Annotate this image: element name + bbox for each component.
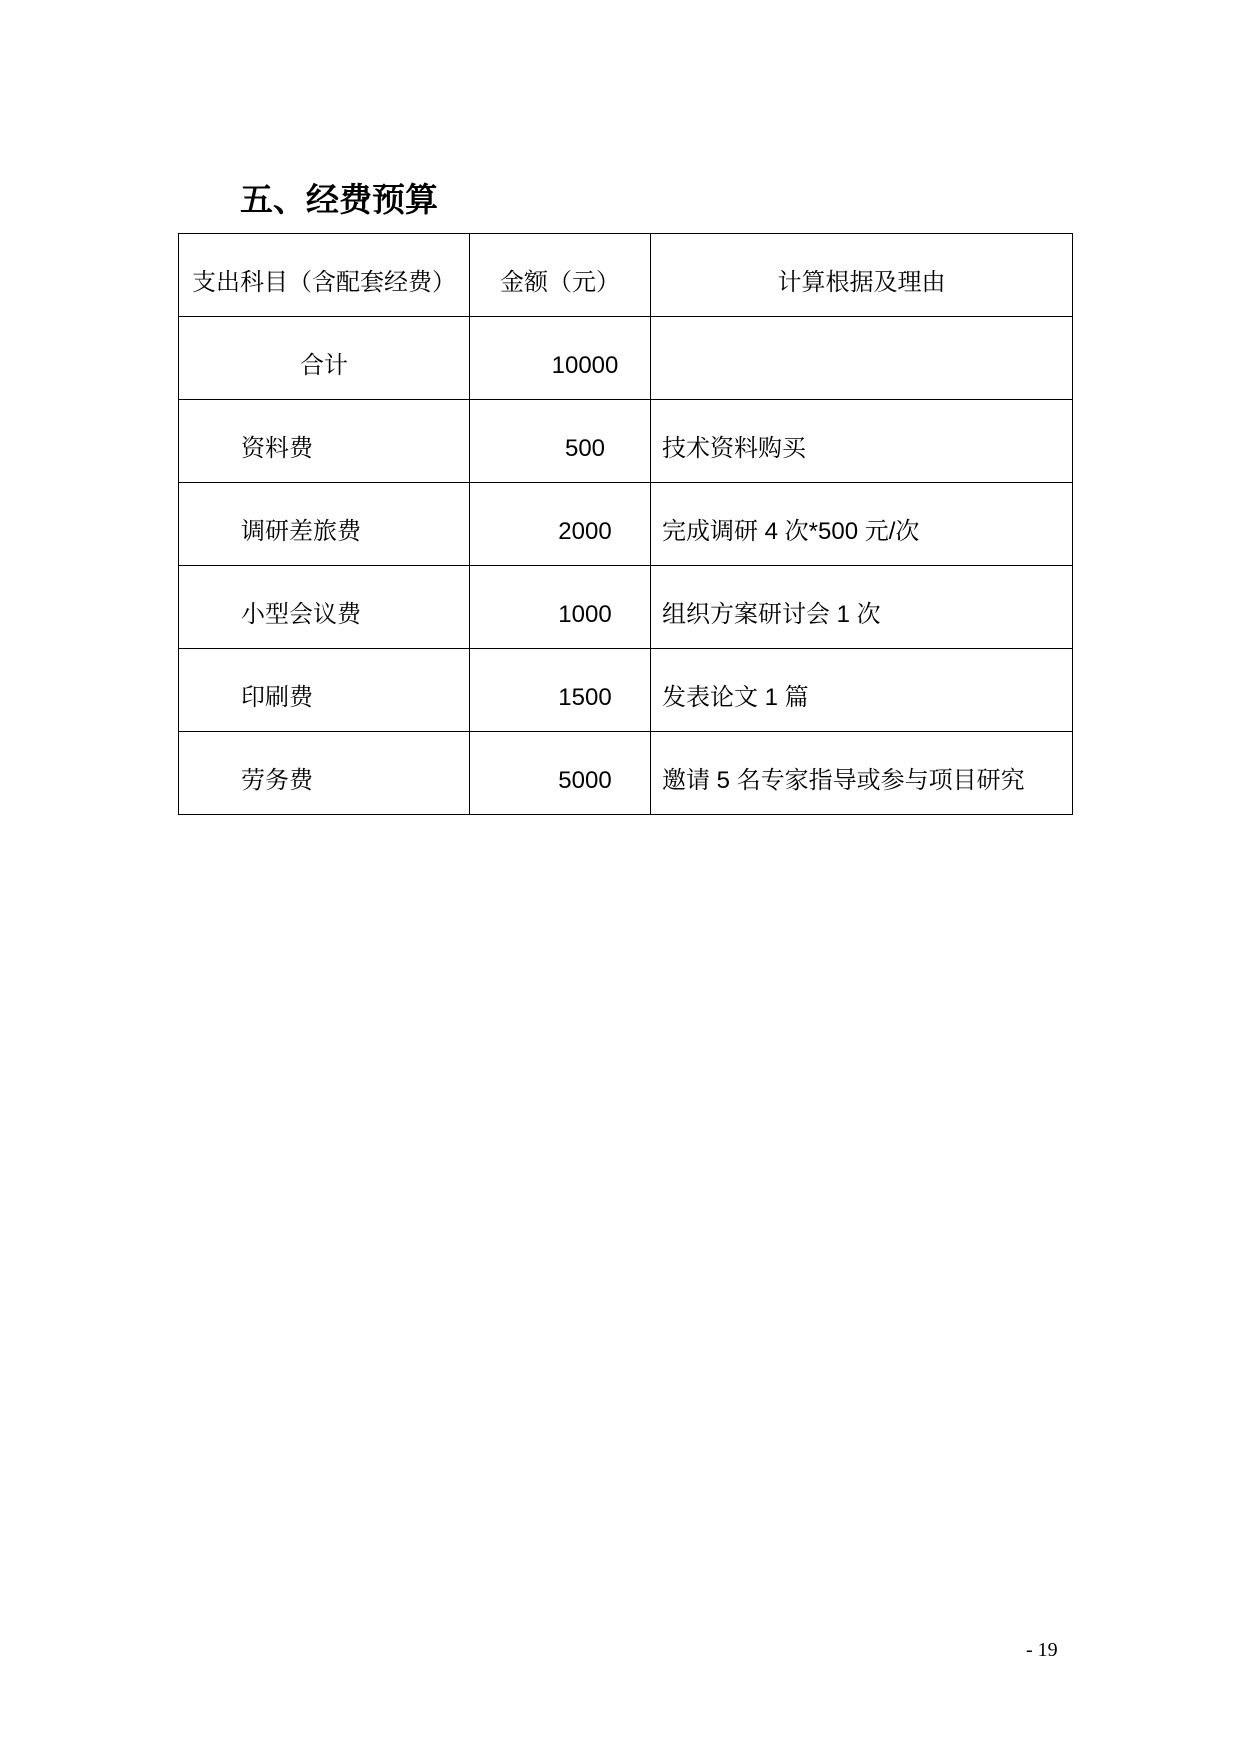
table-row: [179, 400, 1073, 483]
amount-cell: 500: [470, 400, 651, 483]
amount-cell: 10000: [470, 317, 651, 400]
section-title: 五、经费预算: [240, 181, 438, 218]
expense-item-cell: 印刷费: [179, 649, 470, 732]
table-row: [179, 483, 1073, 566]
amount-cell: 1500: [470, 649, 651, 732]
expense-item-cell: 劳务费: [179, 732, 470, 815]
basis-cell: 技术资料购买: [651, 400, 1073, 483]
basis-cell: [651, 317, 1073, 400]
budget-table: [178, 233, 1073, 815]
basis-cell: 发表论文 1 篇: [651, 649, 1073, 732]
table-header-row: [179, 234, 1073, 317]
table-row: [179, 732, 1073, 815]
expense-item-cell: 资料费: [179, 400, 470, 483]
amount-cell: 5000: [470, 732, 651, 815]
basis-cell: 组织方案研讨会 1 次: [651, 566, 1073, 649]
table-row: [179, 566, 1073, 649]
basis-cell: 邀请 5 名专家指导或参与项目研究: [651, 732, 1073, 815]
expense-item-cell: 调研差旅费: [179, 483, 470, 566]
expense-item-cell: 合计: [179, 317, 470, 400]
table-row: [179, 649, 1073, 732]
amount-cell: 1000: [470, 566, 651, 649]
amount-cell: 2000: [470, 483, 651, 566]
header-basis: 计算根据及理由: [651, 234, 1073, 317]
expense-item-cell: 小型会议费: [179, 566, 470, 649]
basis-cell: 完成调研 4 次*500 元/次: [651, 483, 1073, 566]
header-amount: 金额（元）: [470, 234, 651, 317]
table-row: [179, 317, 1073, 400]
header-expense-item: 支出科目（含配套经费）: [179, 234, 470, 317]
page-number: - 19: [1026, 1639, 1058, 1661]
